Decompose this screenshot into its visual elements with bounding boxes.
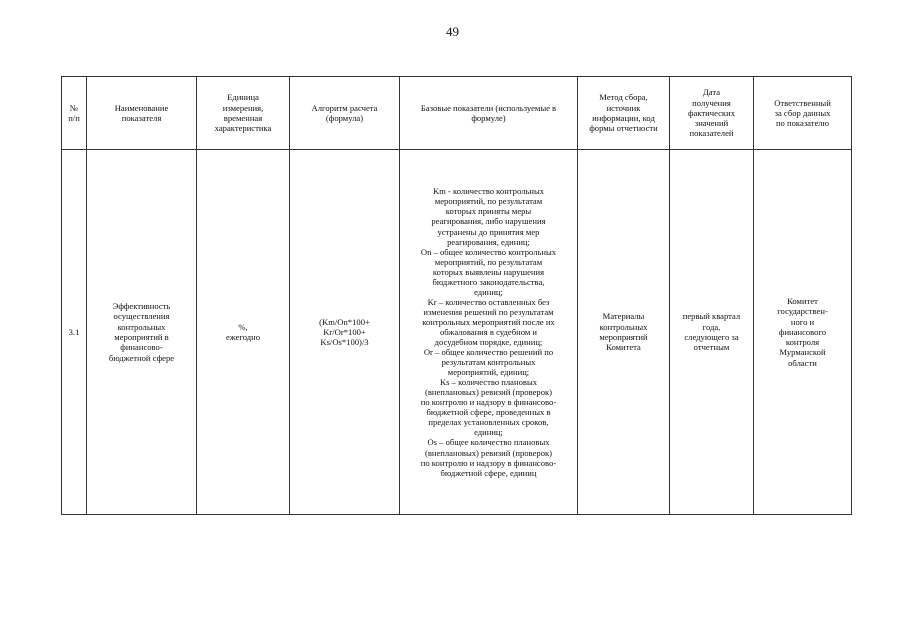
base-line: (внеплановых) ревизий (проверок) xyxy=(424,387,553,398)
cell-method: Материалы контрольных мероприятий Комитета xyxy=(578,150,670,515)
base-line: Or – общее количество решений по xyxy=(423,347,554,358)
header-date: Дата получения фактических значений показателей xyxy=(670,77,754,150)
base-line: (внеплановых) ревизий (проверок) xyxy=(424,447,553,458)
cell-responsible: Комитет государствен- ного и финансового контроля Мурманской области xyxy=(754,150,852,515)
cell-date: первый квартал года, следующего за отчетным xyxy=(670,150,754,515)
base-line: устранены до принятия мер xyxy=(437,226,540,237)
indicator-table xyxy=(61,76,852,515)
base-line: результатам контрольных xyxy=(441,357,536,368)
header-number: № п/п xyxy=(62,77,87,150)
base-line: обжалования в судебном и xyxy=(439,326,538,337)
base-line: по контролю и надзору в финансово- xyxy=(420,397,557,408)
header-formula: Алгоритм расчета (формула) xyxy=(290,77,400,150)
header-method: Метод сбора, источник информации, код формы отчетности xyxy=(578,77,670,150)
table-row xyxy=(62,150,852,515)
cell-formula: (Km/On*100+ Kr/Or*100+ Ks/Os*100)/3 xyxy=(290,150,400,515)
base-line: изменения решений по результатам xyxy=(423,306,554,317)
base-line: единиц; xyxy=(474,427,503,438)
base-line: Os – общее количество плановых xyxy=(427,437,550,448)
header-base-indicators: Базовые показатели (используемые в формуле) xyxy=(400,77,578,150)
base-line: On – общее количество контрольных xyxy=(420,246,557,257)
page-number: 49 xyxy=(446,24,459,39)
cell-number: 3.1 xyxy=(62,150,87,515)
base-line: единиц; xyxy=(474,286,503,297)
base-line: бюджетной сфере, единиц xyxy=(440,467,537,478)
base-line: бюджетного законодательства, xyxy=(432,276,545,287)
cell-indicator-name: Эффективность осуществления контрольных мероприятий в финансово- бюджетной сфере xyxy=(87,150,197,515)
base-line: досудебном порядке, единиц; xyxy=(434,337,543,348)
cell-base-indicators xyxy=(400,150,578,515)
header-indicator-name: Наименование показателя xyxy=(87,77,197,150)
base-line: бюджетной сфере, проведенных в xyxy=(426,407,551,418)
base-line: мероприятий, единиц; xyxy=(447,367,530,378)
base-line: мероприятий, по результатам xyxy=(434,256,543,267)
base-line: реагирования, единиц; xyxy=(447,236,530,247)
base-line: Ks – количество плановых xyxy=(439,377,538,388)
base-line: мероприятий, по результатам xyxy=(434,196,543,207)
base-line: по контролю и надзору в финансово- xyxy=(420,457,557,468)
cell-unit: %, ежегодно xyxy=(197,150,290,515)
base-line: которых выявлены нарушения xyxy=(432,266,545,277)
base-line: контрольных мероприятий после их xyxy=(422,316,555,327)
base-line: Km - количество контрольных xyxy=(432,186,545,197)
header-unit: Единица измерения, временная характеристика xyxy=(197,77,290,150)
base-line: которых приняты меры xyxy=(445,206,532,217)
base-line: реагирования, либо нарушения xyxy=(431,216,546,227)
table-header-row xyxy=(62,77,852,150)
header-responsible: Ответственный за сбор данных по показателю xyxy=(754,77,852,150)
base-line: пределах установленных сроков, xyxy=(428,417,549,428)
base-line: Kr – количество оставленных без xyxy=(427,296,550,307)
